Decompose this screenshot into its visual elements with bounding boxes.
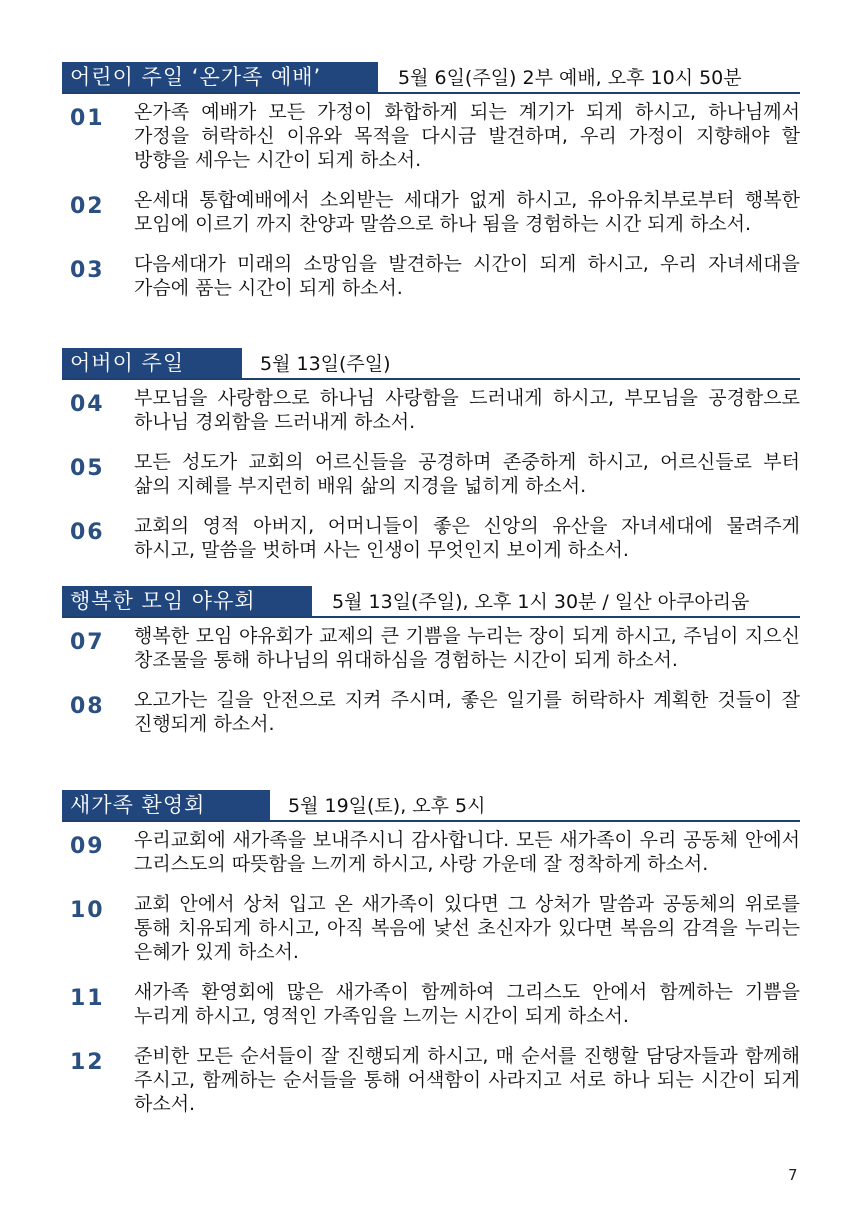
item-text: 온가족 예배가 모든 가정이 화합하게 되는 계기가 되게 하시고, 하나님께서 가정을 허락하신 이유와 목적을 다시금 발견하며, 우리 가정이 지향해야 할 방향을 세우는 시간이 되게 하소서. [134, 101, 800, 171]
section-picnic [62, 586, 800, 752]
item-text: 오고가는 길을 안전으로 지켜 주시며, 좋은 일기를 허락하사 계획한 것들이 잘 진행되게 하소서. [134, 689, 800, 735]
item-number: 02 [70, 194, 105, 219]
section-header [62, 790, 800, 822]
item-number: 06 [70, 520, 105, 545]
item-text: 교회의 영적 아버지, 어머니들이 좋은 신앙의 유산을 자녀세대에 물려주게 하시고, 말씀을 벗하며 사는 인생이 무엇인지 보이게 하소서. [134, 515, 800, 561]
prayer-item [62, 892, 800, 964]
item-number: 05 [70, 456, 105, 481]
item-number: 08 [70, 694, 105, 719]
item-number: 01 [70, 106, 105, 131]
prayer-item [62, 188, 800, 236]
item-number: 09 [70, 834, 105, 859]
prayer-item [62, 688, 800, 736]
prayer-item [62, 252, 800, 300]
prayer-item [62, 828, 800, 876]
item-number: 04 [70, 392, 105, 417]
item-text: 다음세대가 미래의 소망임을 발견하는 시간이 되게 하시고, 우리 자녀세대을 가슴에 품는 시간이 되게 하소서. [134, 253, 800, 299]
item-text: 부모님을 사랑함으로 하나님 사랑함을 드러내게 하시고, 부모님을 공경함으로 하나님 경외함을 드러내게 하소서. [134, 387, 800, 433]
prayer-item [62, 100, 800, 172]
prayer-list [62, 100, 800, 300]
item-text: 교회 안에서 상처 입고 온 새가족이 있다면 그 상처가 말씀과 공동체의 위로를 통해 치유되게 하시고, 아직 복음에 낯선 초신자가 있다면 복음의 감격을 누리는 은혜가 있게 하소서. [134, 893, 800, 963]
page-number: 7 [788, 1166, 798, 1184]
section-info: 5월 19일(토), 오후 5시 [288, 795, 486, 817]
section-newcomer-welcome [62, 790, 800, 1132]
prayer-list [62, 828, 800, 1116]
item-number: 12 [70, 1050, 105, 1075]
item-number: 07 [70, 630, 105, 655]
section-info: 5월 13일(주일) [260, 353, 391, 375]
section-title: 새가족 환영회 [62, 790, 270, 820]
section-info: 5월 6일(주일) 2부 예배, 오후 10시 50분 [398, 67, 742, 89]
prayer-list [62, 624, 800, 736]
item-text: 행복한 모임 야유회가 교제의 큰 기쁨을 누리는 장이 되게 하시고, 주님이 지으신 창조물을 통해 하나님의 위대하심을 경험하는 시간이 되게 하소서. [134, 625, 800, 671]
section-childrens-day [62, 62, 800, 316]
item-number: 11 [70, 986, 105, 1011]
item-text: 온세대 통합예배에서 소외받는 세대가 없게 하시고, 유아유치부로부터 행복한 모임에 이르기 까지 찬양과 말씀으로 하나 됨을 경험하는 시간 되게 하소서. [134, 189, 800, 235]
prayer-item [62, 450, 800, 498]
section-parents-day [62, 348, 800, 578]
item-text: 우리교회에 새가족을 보내주시니 감사합니다. 모든 새가족이 우리 공동체 안에서 그리스도의 따뜻함을 느끼게 하시고, 사랑 가운데 잘 정착하게 하소서. [134, 829, 800, 875]
prayer-list [62, 386, 800, 562]
prayer-item [62, 1044, 800, 1116]
prayer-item [62, 624, 800, 672]
prayer-item [62, 514, 800, 562]
prayer-item [62, 980, 800, 1028]
section-header [62, 348, 800, 380]
section-title: 행복한 모임 야유회 [62, 586, 312, 616]
item-number: 10 [70, 898, 105, 923]
item-text: 준비한 모든 순서들이 잘 진행되게 하시고, 매 순서를 진행할 담당자들과 함께해 주시고, 함께하는 순서들을 통해 어색함이 사라지고 서로 하나 되는 시간이 되게 하소서. [134, 1045, 800, 1115]
section-header [62, 62, 800, 94]
section-title: 어린이 주일 ‘온가족 예배’ [62, 62, 378, 92]
section-info: 5월 13일(주일), 오후 1시 30분 / 일산 아쿠아리움 [332, 591, 750, 613]
item-number: 03 [70, 258, 105, 283]
item-text: 새가족 환영회에 많은 새가족이 함께하여 그리스도 안에서 함께하는 기쁨을 누리게 하시고, 영적인 가족임을 느끼는 시간이 되게 하소서. [134, 981, 800, 1027]
section-header [62, 586, 800, 618]
item-text: 모든 성도가 교회의 어르신들을 공경하며 존중하게 하시고, 어르신들로 부터 삶의 지혜를 부지런히 배워 삶의 지경을 넓히게 하소서. [134, 451, 800, 497]
prayer-item [62, 386, 800, 434]
section-title: 어버이 주일 [62, 348, 242, 378]
